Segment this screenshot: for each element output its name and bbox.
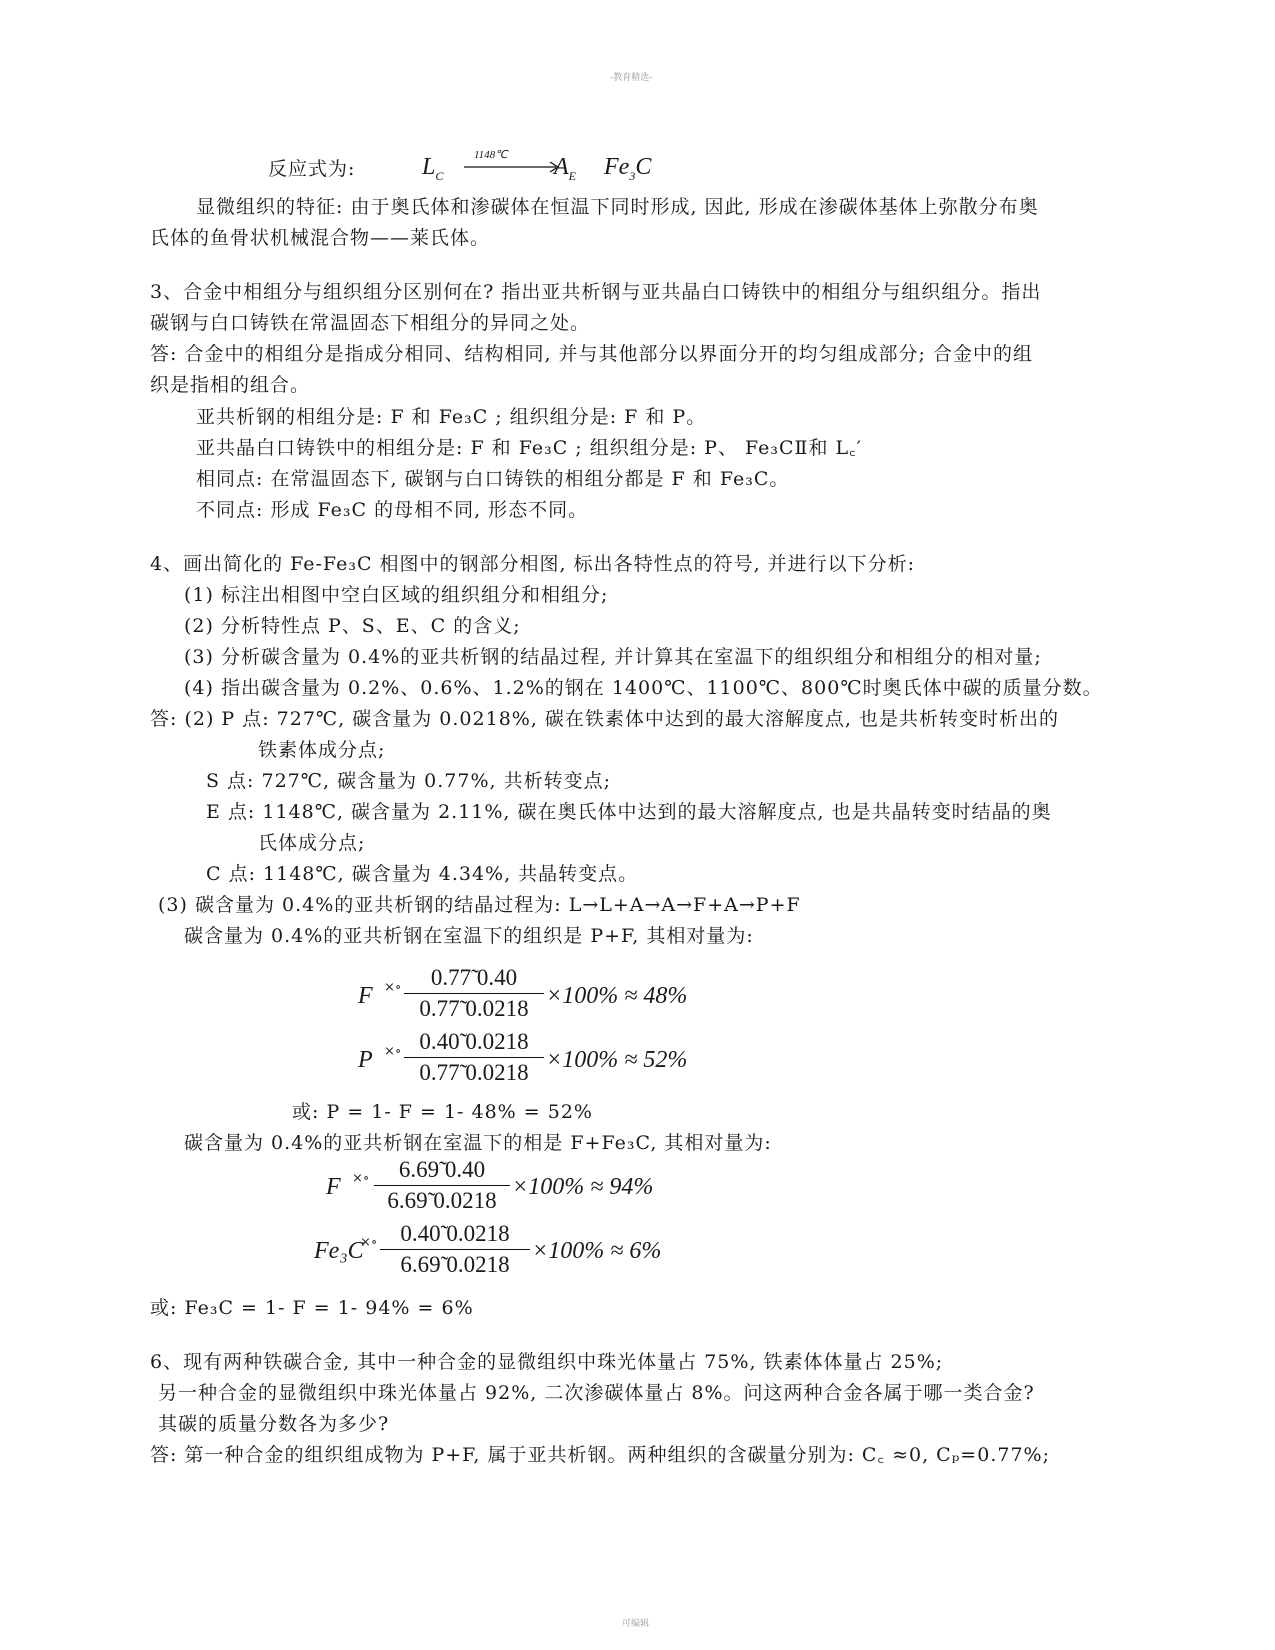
formula3-fraction xyxy=(374,1157,510,1214)
reaction-arrow-label: 1148℃ xyxy=(474,149,508,161)
formula1-lhs: F xyxy=(358,983,373,1009)
q3-l3: 亚共析钢的相组分是: F 和 Fe₃C ; 组织组分是: F 和 P。 xyxy=(196,406,707,428)
formula4-lhs: Fe₃C xyxy=(314,1238,364,1264)
q6-line3: 其碳的质量分数各为多少? xyxy=(158,1413,390,1435)
formula4-numerator: 0.40̃ 0.0218 xyxy=(400,1221,510,1246)
q4-a4: C 点: 1148℃, 碳含量为 4.34%, 共晶转变点。 xyxy=(206,863,639,885)
q3-line2: 碳钢与白口铸铁在常温固态下相组分的异同之处。 xyxy=(150,312,591,334)
q3-ans1: 答: 合金中的相组分是指成分相同、结构相同, 并与其他部分以界面分开的均匀组成部分; 合金中的组 xyxy=(150,343,1033,365)
q4-line1: 4、画出简化的 Fe-Fe₃C 相图中的钢部分相图, 标出各特性点的符号, 并进行以下分析: xyxy=(150,553,916,575)
q4-s2: (2) 分析特性点 P、S、E、C 的含义; xyxy=(184,615,521,637)
formula3-numerator: 6.69̃ 0.40 xyxy=(398,1157,486,1182)
formula4-fraction xyxy=(380,1221,530,1278)
q3-l4: 亚共晶白口铸铁中的相组分是: F 和 Fe₃C ; 组织组分是: P、 Fe₃CⅡ和 L꜀′ xyxy=(196,437,862,459)
reaction-label: 反应式为: xyxy=(268,158,356,180)
formula2-fraction xyxy=(404,1029,544,1086)
q4-a3: E 点: 1148℃, 碳含量为 2.11%, 碳在奥氏体中达到的最大溶解度点, 也是共晶转变时结晶的奥 xyxy=(206,801,1052,823)
reaction-lhs-sub: C xyxy=(435,168,444,183)
reaction-rhs1: A xyxy=(554,154,569,180)
reaction-lhs: L xyxy=(422,154,436,180)
q4-s3: (3) 分析碳含量为 0.4%的亚共析钢的结晶过程, 并计算其在室温下的组织组分和相组分的相对量; xyxy=(184,646,1042,668)
q6-ans: 答: 第一种合金的组织组成物为 P+F, 属于亚共析钢。两种组织的含碳量分别为: C꜀ ≈0, Cₚ=0.77%; xyxy=(150,1444,1050,1466)
q3-l5: 相同点: 在常温固态下, 碳钢与白口铸铁的相组分都是 F 和 Fe₃C。 xyxy=(196,468,790,490)
reaction-rhs2-sub: 3 xyxy=(629,168,636,183)
para1-line2: 氏体的鱼骨状机械混合物——莱氏体。 xyxy=(150,227,491,249)
formula1-fraction xyxy=(404,965,544,1022)
q4-s1: (1) 标注出相图中空白区域的组织组分和相组分; xyxy=(184,584,609,606)
formula2-sym: ×∘ xyxy=(384,1044,402,1059)
formula4-denominator: 6.69̃ 0.0218 xyxy=(400,1252,510,1277)
q4-a6: 碳含量为 0.4%的亚共析钢在室温下的组织是 P+F, 其相对量为: xyxy=(184,925,754,947)
reaction-rhs1-sub: E xyxy=(568,168,577,183)
page-header: -教育精选- xyxy=(610,73,653,83)
reaction-equation xyxy=(422,148,682,188)
formula2-lhs: P xyxy=(358,1047,373,1073)
formula3-lhs: F xyxy=(326,1174,341,1200)
q3-line1: 3、合金中相组分与组织组分区别何在? 指出亚共析钢与亚共晶白口铸铁中的相组分与组织组分。指出 xyxy=(150,281,1042,303)
reaction-rhs2-end: C xyxy=(635,154,652,180)
formula1-tail: ×100% ≈ 48% xyxy=(546,983,688,1009)
formula1-sym: ×∘ xyxy=(384,980,402,995)
q6-line1: 6、现有两种铁碳合金, 其中一种合金的显微组织中珠光体量占 75%, 铁素体体量占 25%; xyxy=(150,1351,944,1373)
para1-line1: 显微组织的特征: 由于奥氏体和渗碳体在恒温下同时形成, 因此, 形成在渗碳体基体上弥散分布奥 xyxy=(196,196,1039,218)
q3-l6: 不同点: 形成 Fe₃C 的母相不同, 形态不同。 xyxy=(196,499,589,521)
q4-a2: S 点: 727℃, 碳含量为 0.77%, 共析转变点; xyxy=(206,770,611,792)
formula1-numerator: 0.77̃ 0.40 xyxy=(430,965,518,990)
q4-a1: 答: (2) P 点: 727℃, 碳含量为 0.0218%, 碳在铁素体中达到的最大溶解度点, 也是共析转变时析出的 xyxy=(150,708,1059,730)
formula1-denominator: 0.77̃ 0.0218 xyxy=(419,996,529,1021)
q4-or1: 或: P = 1- F = 1- 48% = 52% xyxy=(292,1101,593,1123)
formula4-sym: ×∘ xyxy=(360,1235,378,1250)
page-footer: 可编辑 xyxy=(622,1619,650,1629)
reaction-arrow-icon xyxy=(464,161,564,173)
q4-s4: (4) 指出碳含量为 0.2%、0.6%、1.2%的钢在 1400℃、1100℃、800℃时奥氏体中碳的质量分数。 xyxy=(184,677,1103,699)
formula2-tail: ×100% ≈ 52% xyxy=(546,1047,688,1073)
formula3-sym: ×∘ xyxy=(352,1171,370,1186)
q4-a5: (3) 碳含量为 0.4%的亚共析钢的结晶过程为: L→L+A→A→F+A→P+F xyxy=(158,894,801,916)
q4-a7: 碳含量为 0.4%的亚共析钢在室温下的相是 F+Fe₃C, 其相对量为: xyxy=(184,1132,772,1154)
q3-ans2: 织是指相的组合。 xyxy=(150,374,311,396)
reaction-rhs2: Fe xyxy=(604,154,630,180)
formula2-denominator: 0.77̃ 0.0218 xyxy=(419,1060,529,1085)
q4-or2: 或: Fe₃C = 1- F = 1- 94% = 6% xyxy=(150,1297,474,1319)
formula3-tail: ×100% ≈ 94% xyxy=(512,1174,654,1200)
q6-line2: 另一种合金的显微组织中珠光体量占 92%, 二次渗碳体量占 8%。问这两种合金各属于哪一类合金? xyxy=(158,1382,1035,1404)
formula3-denominator: 6.69̃ 0.0218 xyxy=(387,1188,497,1213)
q4-a1b: 铁素体成分点; xyxy=(258,739,386,761)
formula4-tail: ×100% ≈ 6% xyxy=(532,1238,662,1264)
q4-a3b: 氏体成分点; xyxy=(258,832,366,854)
formula2-numerator: 0.40̃ 0.0218 xyxy=(419,1029,529,1054)
